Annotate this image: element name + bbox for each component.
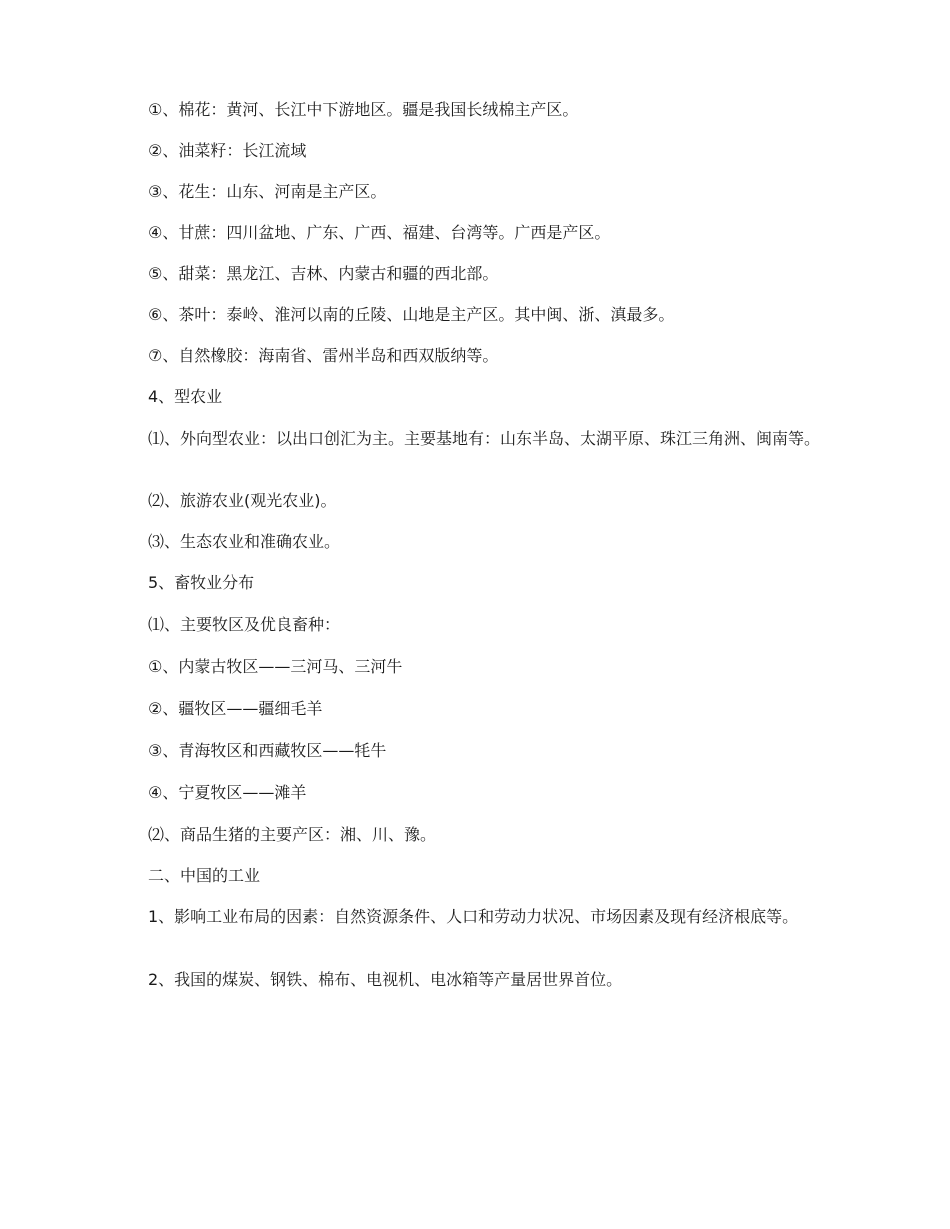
paragraph-hog-production: ⑵、商品生猪的主要产区：湘、川、豫。 xyxy=(148,825,437,844)
paragraph-export-agriculture: ⑴、外向型农业：以出口创汇为主。主要基地有：山东半岛、太湖平原、珠江三角洲、闽南等。 xyxy=(148,429,821,448)
paragraph-inner-mongolia: ①、内蒙古牧区——三河马、三河牛 xyxy=(148,657,403,676)
paragraph-tea: ⑥、茶叶：泰岭、淮河以南的丘陵、山地是主产区。其中闽、浙、滇最多。 xyxy=(148,305,675,324)
paragraph-industry-factors: 1、影响工业布局的因素：自然资源条件、人口和劳动力状况、市场因素及现有经济根底等。 xyxy=(148,907,799,926)
paragraph-tourism-agriculture: ⑵、旅游农业(观光农业)。 xyxy=(148,491,337,510)
paragraph-peanut: ③、花生：山东、河南是主产区。 xyxy=(148,182,387,201)
paragraph-pastoral-areas: ⑴、主要牧区及优良畜种： xyxy=(148,615,341,634)
section-heading-agriculture-type: 4、型农业 xyxy=(148,387,223,406)
paragraph-sugarbeet: ⑤、甜菜：黑龙江、吉林、内蒙古和疆的西北部。 xyxy=(148,264,499,283)
paragraph-sugarcane: ④、甘蔗：四川盆地、广东、广西、福建、台湾等。广西是产区。 xyxy=(148,223,611,242)
paragraph-eco-agriculture: ⑶、生态农业和准确农业。 xyxy=(148,532,341,551)
paragraph-industry-output: 2、我国的煤炭、钢铁、棉布、电视机、电冰箱等产量居世界首位。 xyxy=(148,970,623,989)
paragraph-rapeseed: ②、油菜籽：长江流域 xyxy=(148,141,307,160)
paragraph-ningxia: ④、宁夏牧区——滩羊 xyxy=(148,783,307,802)
section-heading-livestock: 5、畜牧业分布 xyxy=(148,573,255,592)
paragraph-rubber: ⑦、自然橡胶：海南省、雷州半岛和西双版纳等。 xyxy=(148,346,499,365)
paragraph-qinghai-tibet: ③、青海牧区和西藏牧区——牦牛 xyxy=(148,741,387,760)
section-heading-industry: 二、中国的工业 xyxy=(148,866,261,885)
paragraph-cotton: ①、棉花：黄河、长江中下游地区。疆是我国长绒棉主产区。 xyxy=(148,100,579,119)
paragraph-xinjiang: ②、疆牧区——疆细毛羊 xyxy=(148,699,323,718)
